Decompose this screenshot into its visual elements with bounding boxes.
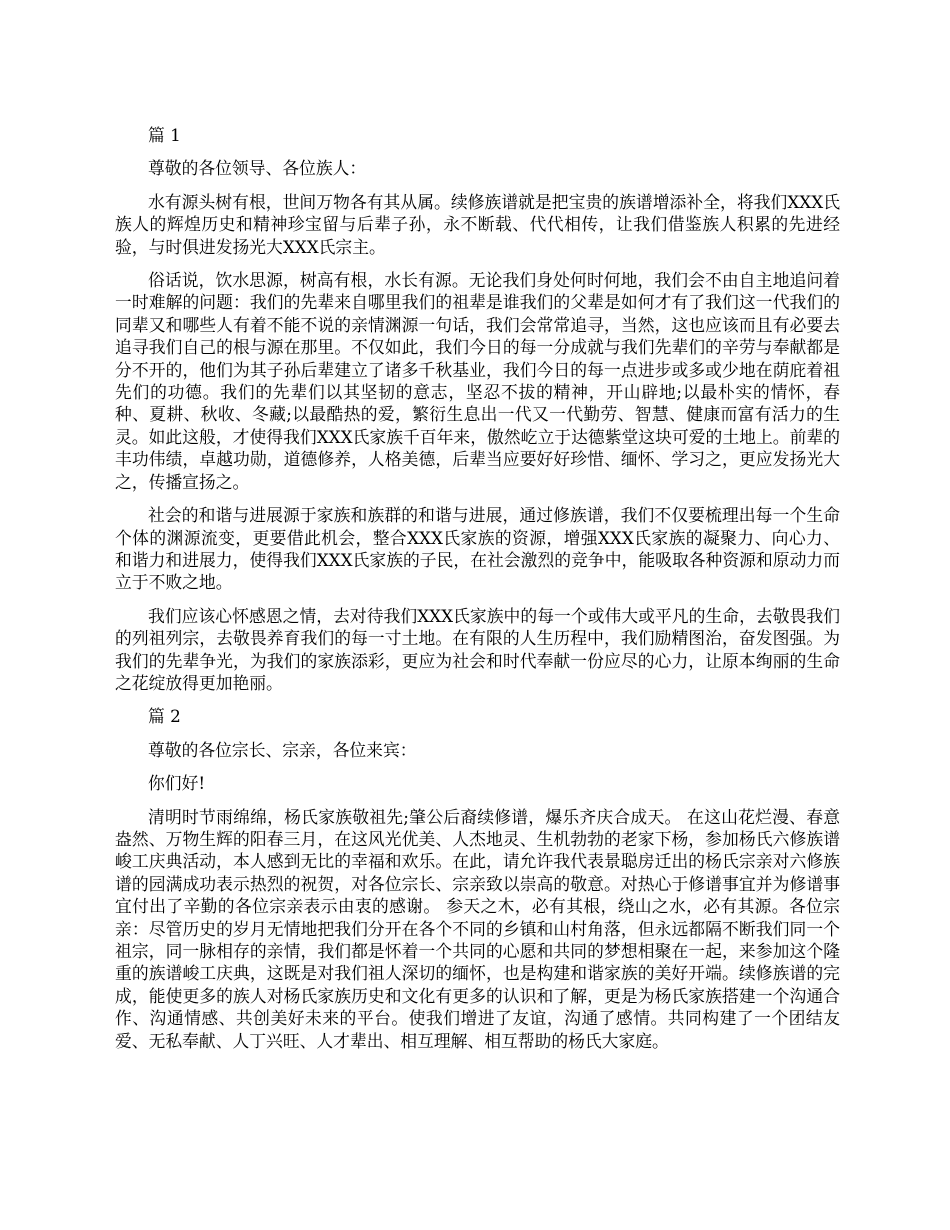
section-2-paragraph-1: 清明时节雨绵绵，杨氏家族敬祖先;肇公后裔续修谱，爆乐齐庆合成天。 在这山花烂漫、春意盎然、万物生辉的阳春三月，在这风光优美、人杰地灵、生机勃勃的老家下杨，参加杨氏六修族谱峻工庆典活动，本人感到无比的幸福和欢乐。在此，请允许我代表景聪房迁出的杨氏宗亲对六修族谱的园满成功表示热烈的祝贺，对各位宗长、宗亲致以崇高的敬意。对热心于修谱事宜并为修谱事宜付出了辛勤的各位宗亲表示由衷的感谢。 参天之木，必有其根，绕山之水，必有其源。各位宗亲：尽管历史的岁月无情地把我们分开在各个不同的乡镇和山村角落，但永远都隔不断我们同一个祖宗，同一脉相存的亲情，我们都是怀着一个共同的心愿和共同的梦想相聚在一起，来参加这个隆重的族谱峻工庆典，这既是对我们祖人深切的缅怀，也是构建和谐家族的美好开端。续修族谱的完成，能使更多的族人对杨氏家族历史和文化有更多的认识和了解，更是为杨氏家族搭建一个沟通合作、沟通情感、共创美好未来的平台。使我们增进了友谊，沟通了感情。共同构建了一个团结友爱、无私奉献、人丁兴旺、人才辈出、相互理解、相互帮助的杨氏大家庭。: [115, 806, 840, 1051]
section-1-heading: 篇 1: [148, 125, 181, 145]
section-2-salutation: 你们好!: [148, 773, 206, 794]
section-1-paragraph-2: 俗话说，饮水思源，树高有根，水长有源。无论我们身处何时何地，我们会不由自主地追问着一时难解的问题：我们的先辈来自哪里我们的祖辈是谁我们的父辈是如何才有了我们这一代我们的同辈又和哪些人有着不能不说的亲情渊源一句话，我们会常常追寻，当然，这也应该而且有必要去追寻我们自己的根与源在那里。不仅如此，我们今日的每一分成就与我们先辈们的辛劳与奉献都是分不开的，他们为其子孙后辈建立了诸多千秋基业，我们今日的每一点进步或多或少地在荫庇着祖先们的功德。我们的先辈们以其坚韧的意志，坚忍不拔的精神，开山辟地;以最朴实的情怀，春种、夏耕、秋收、冬藏;以最酷热的爱，繁衍生息出一代又一代勤劳、智慧、健康而富有活力的生灵。如此这般，才使得我们XXX氏家族千百年来，傲然屹立于达德紫堂这块可爱的土地上。前辈的丰功伟绩，卓越功勋，道德修养，人格美德，后辈当应要好好珍惜、缅怀、学习之，更应发扬光大之，传播宣扬之。: [115, 270, 840, 492]
section-1-paragraph-3: 社会的和谐与进展源于家族和族群的和谐与进展，通过修族谱，我们不仅要梳理出每一个生命个体的渊源流变，更要借此机会，整合XXX氏家族的资源，增强XXX氏家族的凝聚力、向心力、和谐力和进展力，使得我们XXX氏家族的子民，在社会激烈的竞争中，能吸取各种资源和原动力而立于不败之地。: [115, 505, 840, 593]
document-page: [115, 124, 840, 1063]
section-1-greeting: 尊敬的各位领导、各位族人：: [148, 158, 367, 179]
section-2-greeting: 尊敬的各位宗长、宗亲，各位来宾：: [148, 739, 417, 760]
section-2-heading: 篇 2: [148, 706, 181, 727]
section-1-paragraph-1: 水有源头树有根，世间万物各有其从属。续修族谱就是把宝贵的族谱增添补全，将我们XXX氏族人的辉煌历史和精神珍宝留与后辈子孙，永不断载、代代相传，让我们借鉴族人积累的先进经验，与时俱进发扬光大XXX氏宗主。: [115, 191, 840, 257]
section-1-paragraph-4: 我们应该心怀感恩之情，去对待我们XXX氏家族中的每一个或伟大或平凡的生命，去敬畏我们的列祖列宗，去敬畏养育我们的每一寸土地。在有限的人生历程中，我们励精图治，奋发图强。为我们的先辈争光，为我们的家族添彩，更应为社会和时代奉献一份应尽的心力，让原本绚丽的生命之花绽放得更加艳丽。: [115, 605, 840, 693]
